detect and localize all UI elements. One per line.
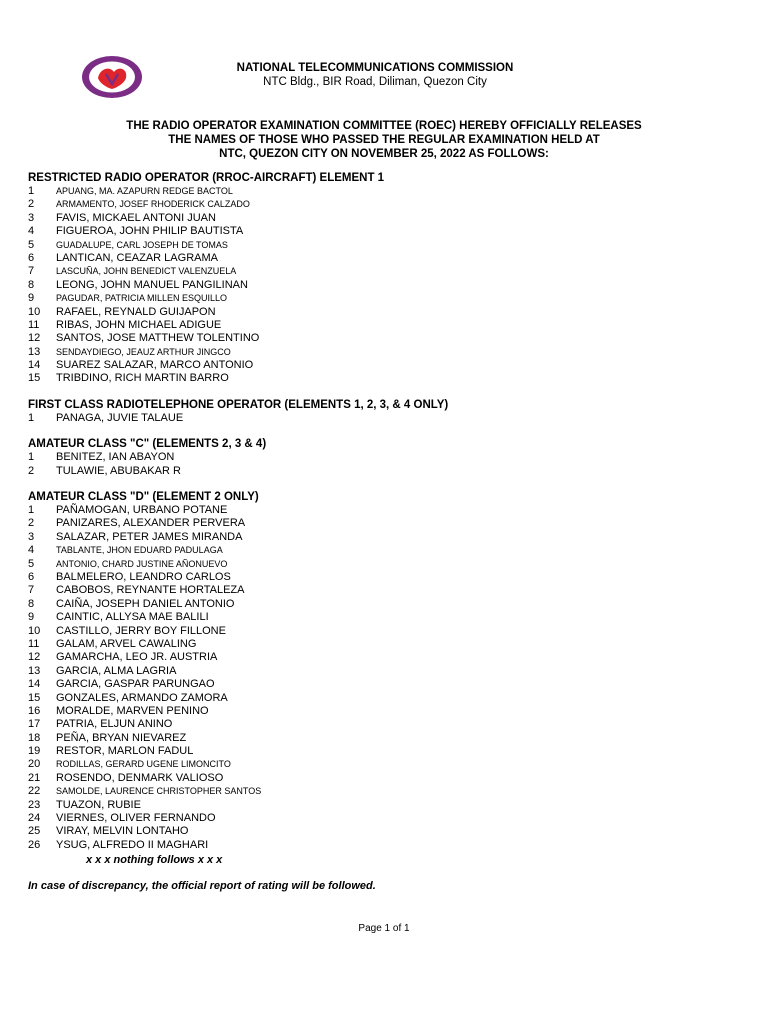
passer-name: CAINTIC, ALLYSA MAE BALILI — [56, 611, 209, 624]
release-line: THE NAMES OF THOSE WHO PASSED THE REGULAR EXAMINATION HELD AT — [168, 134, 600, 146]
passer-name: PAÑAMOGAN, URBANO POTANE — [56, 504, 228, 517]
passer-name: PANAGA, JUVIE TALAUE — [56, 411, 184, 424]
passer-row — [28, 692, 728, 705]
exam-section — [28, 398, 728, 425]
passer-row — [28, 732, 728, 745]
passer-number: 10 — [28, 624, 41, 637]
release-line: NTC, QUEZON CITY ON NOVEMBER 25, 2022 AS FOLLOWS: — [219, 148, 549, 160]
passer-name: ARMAMENTO, JOSEF RHODERICK CALZADO — [56, 199, 250, 210]
passer-row — [28, 758, 728, 771]
passer-name: APUANG, MA. AZAPURN REDGE BACTOL — [56, 186, 233, 196]
passer-row — [28, 571, 728, 584]
passer-number: 21 — [28, 771, 41, 784]
passer-number: 23 — [28, 798, 41, 811]
passer-row — [28, 638, 728, 651]
passer-row — [28, 212, 728, 225]
passer-number: 22 — [28, 785, 41, 798]
passer-name: VIRAY, MELVIN LONTAHO — [56, 825, 189, 838]
passer-row — [28, 611, 728, 624]
release-statement — [60, 119, 708, 161]
passer-name: PATRIA, ELJUN ANINO — [56, 718, 173, 731]
passer-row — [28, 359, 728, 372]
passer-number: 4 — [28, 544, 35, 557]
passer-name: SAMOLDE, LAURENCE CHRISTOPHER SANTOS — [56, 786, 262, 797]
passer-number: 17 — [28, 718, 41, 731]
passer-row — [28, 306, 728, 319]
passer-number: 6 — [28, 570, 35, 583]
passer-row — [28, 812, 728, 825]
passer-row — [28, 292, 728, 305]
ntc-seal-logo — [80, 54, 144, 100]
passer-name: PAGUDAR, PATRICIA MILLEN ESQUILLO — [56, 293, 228, 304]
passer-name: TULAWIE, ABUBAKAR R — [56, 464, 181, 477]
discrepancy-note: In case of discrepancy, the official report of rating will be followed. — [28, 880, 376, 892]
passer-row — [28, 772, 728, 785]
passer-name: ROSENDO, DENMARK VALIOSO — [56, 771, 224, 784]
nothing-follows: x x x nothing follows x x x — [86, 854, 223, 867]
passer-name: RODILLAS, GERARD UGENE LIMONCITO — [56, 759, 231, 770]
passer-row — [28, 799, 728, 812]
passer-number: 1 — [28, 185, 35, 197]
passer-number: 1 — [28, 504, 35, 517]
passer-row — [28, 346, 728, 359]
passer-number: 3 — [28, 530, 35, 543]
passer-row — [28, 839, 728, 852]
passer-number: 11 — [28, 637, 40, 650]
passer-number: 5 — [28, 238, 35, 251]
passer-row — [28, 558, 728, 571]
passer-row — [28, 265, 728, 278]
passer-name: GARCIA, GASPAR PARUNGAO — [56, 678, 215, 691]
exam-section — [28, 437, 728, 478]
passer-name: RESTOR, MARLON FADUL — [56, 745, 194, 758]
passer-row — [28, 252, 728, 265]
passer-number: 25 — [28, 825, 41, 838]
passer-row — [28, 598, 728, 611]
passer-number: 10 — [28, 305, 41, 318]
passer-name: PEÑA, BRYAN NIEVAREZ — [56, 731, 187, 744]
passer-row — [28, 225, 728, 238]
passers-list — [28, 171, 728, 867]
passer-number: 13 — [28, 345, 41, 358]
passer-name: SENDAYDIEGO, JEAUZ ARTHUR JINGCO — [56, 346, 231, 357]
passer-number: 7 — [28, 584, 35, 597]
passer-name: BALMELERO, LEANDRO CARLOS — [56, 570, 231, 583]
passer-row — [28, 319, 728, 332]
passer-row — [28, 745, 728, 758]
passer-name: FIGUEROA, JOHN PHILIP BAUTISTA — [56, 225, 244, 238]
passer-number: 8 — [28, 278, 35, 291]
passer-name: SANTOS, JOSE MATTHEW TOLENTINO — [56, 332, 260, 345]
passer-number: 12 — [28, 651, 41, 664]
passer-row — [28, 531, 728, 544]
passer-name: GUADALUPE, CARL JOSEPH DE TOMAS — [56, 239, 228, 250]
passer-name: SALAZAR, PETER JAMES MIRANDA — [56, 530, 243, 543]
passer-row — [28, 372, 728, 385]
passer-name: CASTILLO, JERRY BOY FILLONE — [56, 624, 226, 637]
passer-number: 12 — [28, 332, 41, 345]
passer-name: MORALDE, MARVEN PENINO — [56, 704, 209, 717]
passer-number: 16 — [28, 704, 41, 717]
release-line: THE RADIO OPERATOR EXAMINATION COMMITTEE (ROEC) HEREBY OFFICIALLY RELEASES — [126, 120, 642, 132]
passer-name: FAVIS, MICKAEL ANTONI JUAN — [56, 211, 216, 224]
passer-number: 3 — [28, 211, 35, 224]
passer-number: 2 — [28, 517, 35, 530]
passer-row — [28, 451, 728, 464]
passer-row — [28, 239, 728, 252]
passer-row — [28, 465, 728, 478]
passer-number: 11 — [28, 318, 40, 331]
passer-row — [28, 665, 728, 678]
section-title: RESTRICTED RADIO OPERATOR (RROC-AIRCRAFT) ELEMENT 1 — [28, 172, 385, 184]
passer-name: BENITEZ, IAN ABAYON — [56, 451, 175, 464]
passer-row — [28, 651, 728, 664]
page-number: Page 1 of 1 — [358, 923, 410, 934]
passer-row — [28, 678, 728, 691]
passer-number: 2 — [28, 464, 35, 477]
passer-name: RAFAEL, REYNALD GUIJAPON — [56, 305, 216, 318]
passer-name: LANTICAN, CEAZAR LAGRAMA — [56, 251, 218, 264]
passer-name: GARCIA, ALMA LAGRIA — [56, 664, 177, 677]
passer-number: 2 — [28, 198, 35, 211]
passer-name: GONZALES, ARMANDO ZAMORA — [56, 691, 228, 704]
passer-row — [28, 705, 728, 718]
passer-number: 19 — [28, 745, 41, 758]
passer-row — [28, 825, 728, 838]
passer-number: 6 — [28, 251, 35, 264]
exam-section — [28, 171, 728, 386]
passer-row — [28, 625, 728, 638]
passer-number: 14 — [28, 678, 41, 691]
organization-address: NTC Bldg., BIR Road, Diliman, Quezon City — [263, 76, 487, 88]
passer-row — [28, 785, 728, 798]
passer-row — [28, 198, 728, 211]
passer-name: LASCUÑA, JOHN BENEDICT VALENZUELA — [56, 266, 237, 277]
section-title: AMATEUR CLASS "C" (ELEMENTS 2, 3 & 4) — [28, 438, 267, 451]
passer-number: 20 — [28, 758, 41, 771]
passer-number: 26 — [28, 838, 41, 851]
passer-number: 15 — [28, 691, 41, 704]
passer-number: 24 — [28, 812, 41, 825]
passer-row — [28, 718, 728, 731]
passer-name: CAIÑA, JOSEPH DANIEL ANTONIO — [56, 597, 235, 610]
passer-number: 9 — [28, 292, 35, 305]
passer-number: 7 — [28, 265, 35, 278]
passer-row — [28, 504, 728, 517]
passer-name: YSUG, ALFREDO II MAGHARI — [56, 838, 209, 851]
passer-number: 1 — [28, 451, 35, 464]
exam-section — [28, 490, 728, 852]
passer-name: ANTONIO, CHARD JUSTINE AÑONUEVO — [56, 558, 228, 569]
passer-number: 13 — [28, 664, 41, 677]
organization-name: NATIONAL TELECOMMUNICATIONS COMMISSION — [236, 62, 514, 74]
passer-number: 5 — [28, 557, 35, 570]
passer-number: 14 — [28, 359, 41, 372]
passer-name: VIERNES, OLIVER FERNANDO — [56, 812, 216, 825]
passer-number: 8 — [28, 597, 35, 610]
passer-number: 4 — [28, 225, 35, 238]
passer-number: 18 — [28, 731, 41, 744]
passer-row — [28, 412, 728, 425]
passer-row — [28, 332, 728, 345]
passer-number: 15 — [28, 372, 41, 385]
section-title: FIRST CLASS RADIOTELEPHONE OPERATOR (ELEMENTS 1, 2, 3, & 4 ONLY) — [28, 398, 449, 411]
passer-name: PANIZARES, ALEXANDER PERVERA — [56, 517, 246, 530]
passer-name: GAMARCHA, LEO JR. AUSTRIA — [56, 651, 218, 664]
passer-row — [28, 544, 728, 557]
passer-number: 9 — [28, 611, 35, 624]
passer-row — [28, 185, 728, 198]
passer-name: RIBAS, JOHN MICHAEL ADIGUE — [56, 318, 222, 331]
passer-name: LEONG, JOHN MANUEL PANGILINAN — [56, 278, 248, 291]
passer-row — [28, 279, 728, 292]
section-title: AMATEUR CLASS "D" (ELEMENT 2 ONLY) — [28, 491, 259, 504]
passer-row — [28, 584, 728, 597]
passer-number: 1 — [28, 411, 35, 424]
passer-name: TUAZON, RUBIE — [56, 798, 141, 811]
passer-row — [28, 517, 728, 530]
passer-name: TRIBDINO, RICH MARTIN BARRO — [56, 372, 229, 385]
passer-name: GALAM, ARVEL CAWALING — [56, 637, 197, 650]
passer-name: TABLANTE, JHON EDUARD PADULAGA — [56, 545, 223, 556]
passer-name: CABOBOS, REYNANTE HORTALEZA — [56, 584, 245, 597]
passer-name: SUAREZ SALAZAR, MARCO ANTONIO — [56, 359, 254, 372]
